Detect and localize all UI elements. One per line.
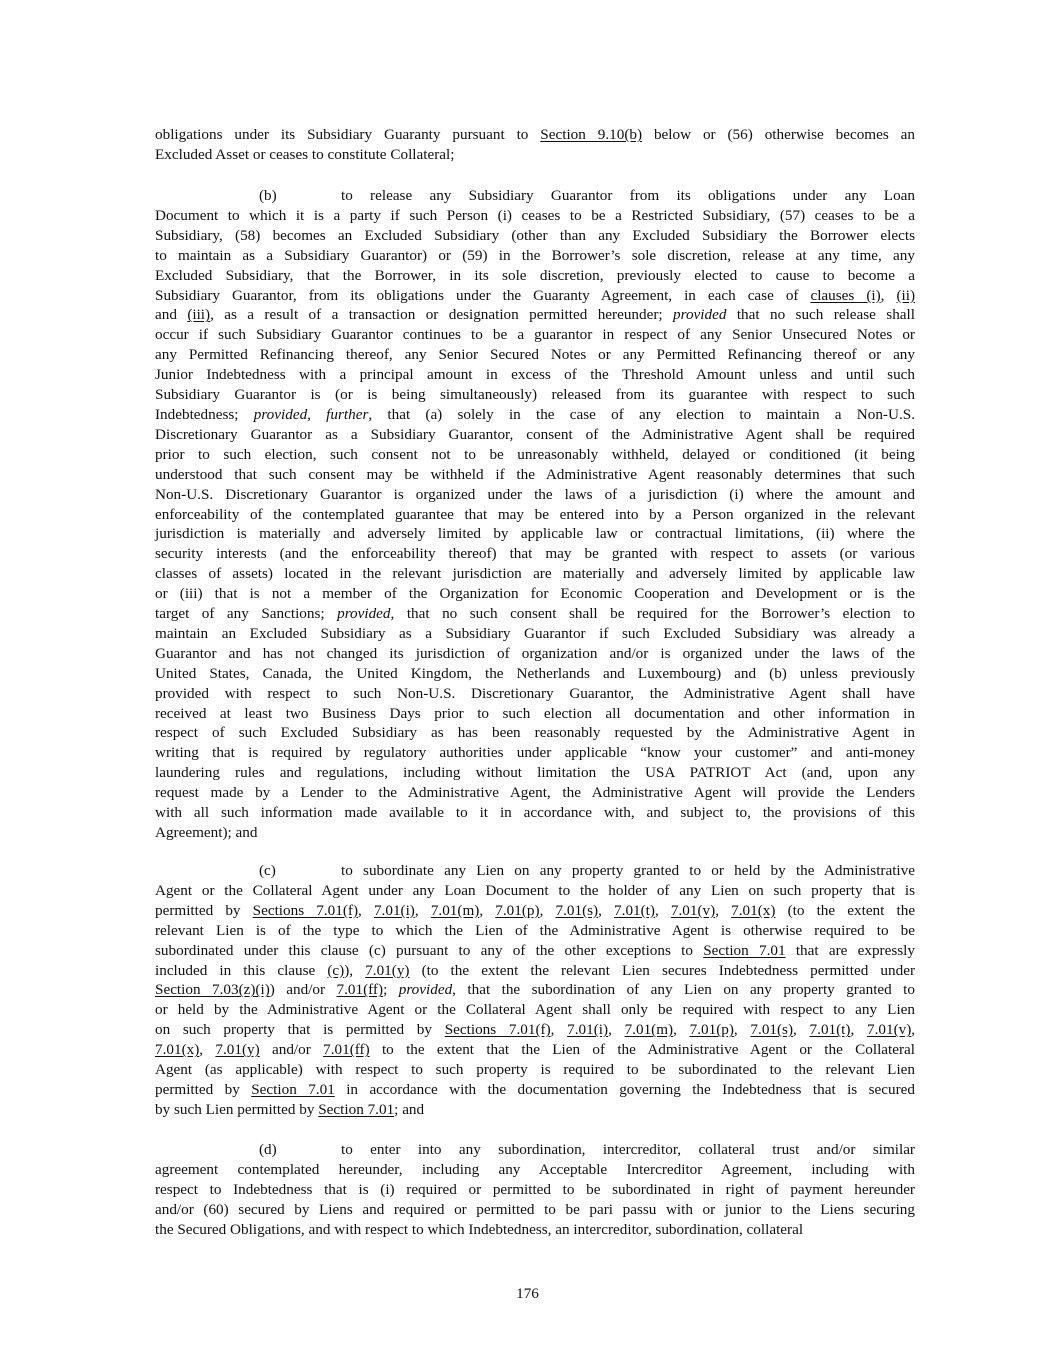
text-line (155, 823, 915, 843)
text-run: Subsidiary, (58) becomes an Excluded Subsidiary (other than any Excluded Subsidiary the Borrower elects (155, 226, 915, 244)
section-reference: 7.01(ff) (323, 1041, 370, 1059)
text-run: , (539, 901, 556, 919)
text-run: , (715, 901, 732, 919)
section-reference: 7.01(v) (866, 1021, 912, 1039)
text-run: , (550, 1021, 568, 1039)
text-run: Junior Indebtedness with a principal amount in excess of the Threshold Amount unless and until such (155, 366, 915, 384)
text-run: subordinated under this clause (c) pursuant to any of the other exceptions to (155, 941, 704, 959)
clause-label: (c) (259, 862, 276, 879)
section-reference: 7.01(s) (555, 901, 599, 919)
paragraph-clause-d (155, 1140, 915, 1240)
text-run: provided with respect to such Non-U.S. Discretionary Guarantor, the Administrative Agent shall have (155, 684, 915, 702)
text-line (155, 385, 915, 405)
text-line (155, 1080, 915, 1100)
text-run: , that (a) solely in the case of any election to maintain a Non-U.S. (368, 405, 915, 423)
section-reference: (c) (327, 961, 345, 979)
text-line (155, 1040, 915, 1060)
text-line (155, 505, 915, 525)
text-line (155, 961, 915, 981)
text-line (155, 1100, 915, 1120)
text-run: , (733, 1021, 751, 1039)
section-reference: 7.01(y) (365, 961, 410, 979)
text-line (155, 624, 915, 644)
text-run: that are expressly (785, 941, 915, 959)
text-run: or held by the Administrative Agent or the Collateral Agent shall only be required with respect to any Lien (155, 1001, 915, 1019)
page-number: 176 (516, 1285, 539, 1302)
text-run: Subsidiary Guarantor, from its obligations under the Guaranty Agreement, in each case of (155, 286, 811, 304)
section-reference: 7.01(i) (373, 901, 415, 919)
text-run: , (911, 1021, 916, 1039)
text-run: and/or (259, 1041, 324, 1059)
paragraph-clause-c (155, 861, 915, 1120)
text-run: request made by a Lender to the Administrative Agent, the Administrative Agent will provide the Lenders (155, 784, 915, 802)
text-run: to maintain as a Subsidiary Guarantor) or (59) in the Borrower’s sole discretion, release at any time, any (155, 246, 915, 264)
text-run: classes of assets) located in the relevant jurisdiction are materially and adversely limited by applicable law (155, 565, 915, 583)
text-run: by such Lien permitted by (155, 1100, 319, 1118)
text-run: and (155, 306, 188, 324)
text-line (155, 901, 915, 921)
text-run: occur if such Subsidiary Guarantor continues to be a guarantor in respect of any Senior Unsecured Notes or (155, 326, 915, 344)
text-line (155, 644, 915, 664)
text-line (155, 1140, 915, 1160)
text-run: any Permitted Refinancing thereof, any Senior Secured Notes or any Permitted Refinancing thereof or any (155, 346, 915, 364)
text-run: Excluded Asset or ceases to constitute Collateral; (155, 145, 455, 163)
text-line (155, 684, 915, 704)
text-line (155, 564, 915, 584)
text-run: , that the subordination of any Lien on any property granted to (452, 981, 915, 999)
text-run: or (iii) that is not a member of the Organization for Economic Cooperation and Development or is the (155, 585, 915, 603)
text-line (155, 1000, 915, 1020)
text-run: Indebtedness; (155, 405, 254, 423)
text-line (155, 743, 915, 763)
text-run: the Secured Obligations, and with respect to which Indebtedness, an intercreditor, subordination, collateral (155, 1220, 804, 1238)
text-run: Agent or the Collateral Agent under any Loan Document to the holder of any Lien on such property that is (155, 881, 915, 899)
section-reference: Section 7.03(z)(i) (155, 981, 270, 999)
text-line (155, 524, 915, 544)
section-reference: Section 7.01 (251, 1080, 335, 1098)
text-run: , (654, 901, 671, 919)
text-run: to the extent that the Lien of the Administrative Agent or the Collateral (369, 1041, 916, 1059)
text-line (155, 266, 915, 286)
text-run: Discretionary Guarantor as a Subsidiary Guarantor, consent of the Administrative Agent shall be required (155, 425, 915, 443)
text-run: permitted by (155, 901, 253, 919)
text-run: , (850, 1021, 867, 1039)
section-reference: Section 7.01 (318, 1100, 395, 1118)
section-reference: 7.01(p) (495, 901, 540, 919)
text-run: and/or (60) secured by Liens and required or permitted to be pari passu with or junior to the Liens securing (155, 1200, 915, 1218)
text-run: , (673, 1021, 690, 1039)
italic-term: provided, further (253, 405, 369, 423)
text-line (155, 980, 915, 1000)
text-run: , (880, 286, 897, 304)
text-line (155, 881, 915, 901)
section-reference: clauses (i) (810, 286, 881, 304)
section-reference: 7.01(t) (614, 901, 655, 919)
text-run: (to the extent the relevant Lien secures Indebtedness permitted under (409, 961, 916, 979)
text-run: writing that is required by regulatory authorities under applicable “know your customer” and anti-money (155, 744, 915, 762)
text-line (155, 206, 915, 226)
text-run: , that no such consent shall be required for the Borrower’s election to (390, 605, 915, 623)
text-run: security interests (and the enforceability thereof) that may be granted with respect to assets (or various (155, 545, 915, 563)
section-reference: 7.01(x) (155, 1041, 200, 1059)
text-line (155, 286, 915, 306)
text-run: agreement contemplated hereunder, including any Acceptable Intercreditor Agreement, including with (155, 1160, 915, 1178)
text-run: on such property that is permitted by (155, 1021, 445, 1039)
clause-label: (d) (259, 1141, 277, 1158)
text-run: jurisdiction is materially and adversely limited by applicable law or contractual limitations, (ii) where the (155, 525, 915, 543)
text-line (155, 125, 915, 145)
text-run: , as a result of a transaction or designation permitted hereunder; (210, 306, 674, 324)
text-run: Non-U.S. Discretionary Guarantor is organized under the laws of a jurisdiction (i) where the amount and (155, 485, 915, 503)
section-reference: 7.01(p) (689, 1021, 734, 1039)
text-run: Excluded Subsidiary, that the Borrower, in its sole discretion, previously elected to cause to become a (155, 266, 915, 284)
italic-term: provided (398, 981, 453, 999)
text-run: to subordinate any Lien on any property granted to or held by the Administrative (341, 862, 915, 879)
text-line (155, 861, 915, 881)
section-reference: 7.01(m) (430, 901, 480, 919)
text-run: received at least two Business Days prior to such election all documentation and other information in (155, 704, 915, 722)
text-run: below or (56) otherwise becomes an (642, 126, 916, 143)
text-run: to release any Subsidiary Guarantor from its obligations under any Loan (341, 187, 915, 204)
text-run: ; (383, 981, 399, 999)
text-line (155, 803, 915, 823)
paragraph-clause-b (155, 186, 915, 843)
text-run: relevant Lien is of the type to which the Lien of the Administrative Agent is otherwise required to be (155, 921, 915, 939)
section-reference: Sections 7.01(f) (444, 1021, 551, 1039)
text-line (155, 1020, 915, 1040)
text-run: in accordance with the documentation governing the Indebtedness that is secured (334, 1080, 916, 1098)
text-run: permitted by (155, 1080, 252, 1098)
text-run: ; and (394, 1100, 425, 1118)
text-line (155, 1060, 915, 1080)
text-run: respect of such Excluded Subsidiary as has been reasonably requested by the Administrative Agent in (155, 724, 915, 742)
text-line (155, 246, 915, 266)
section-reference: (iii) (187, 306, 211, 324)
text-line (155, 345, 915, 365)
text-run: Agent (as applicable) with respect to such property is required to be subordinated to the relevant Lien (155, 1061, 915, 1079)
text-line (155, 1180, 915, 1200)
text-run: , (358, 901, 374, 919)
section-reference: 7.01(t) (809, 1021, 851, 1039)
italic-term: provided (673, 306, 727, 324)
text-line (155, 305, 915, 325)
text-line (155, 921, 915, 941)
text-run: , (598, 901, 615, 919)
text-run: ) and/or (269, 981, 337, 999)
text-run: that no such release shall (726, 306, 915, 324)
text-run: Guarantor and has not changed its jurisdiction of organization and/or is organized under the laws of the (155, 644, 915, 662)
text-run: maintain an Excluded Subsidiary as a Subsidiary Guarantor if such Excluded Subsidiary was already a (155, 624, 915, 642)
text-run: Agreement); and (155, 824, 258, 841)
italic-term: provided (337, 605, 391, 623)
section-reference: 7.01(i) (567, 1021, 609, 1039)
text-run: obligations under its Subsidiary Guaranty pursuant to (155, 126, 541, 143)
section-reference: 7.01(s) (750, 1021, 794, 1039)
text-line (155, 425, 915, 445)
section-reference: (ii) (896, 286, 916, 304)
paragraph-continuation (155, 125, 915, 165)
section-reference: 7.01(m) (624, 1021, 674, 1039)
text-run: included in this clause (155, 961, 328, 979)
text-line (155, 704, 915, 724)
text-line (155, 604, 915, 624)
text-line (155, 226, 915, 246)
text-run: understood that such consent may be withheld if the Administrative Agent reasonably determines that such (155, 465, 915, 483)
text-line (155, 1220, 915, 1240)
text-run: ), (344, 961, 366, 979)
text-run: respect to Indebtedness that is (i) required or permitted to be subordinated in right of payment hereunder (155, 1180, 915, 1198)
text-run: with all such information made available to it in accordance with, and subject to, the provisions of this (155, 804, 915, 822)
text-run: to enter into any subordination, intercreditor, collateral trust and/or similar (341, 1141, 915, 1158)
text-run: , (414, 901, 431, 919)
text-run: target of any Sanctions; (155, 605, 338, 623)
text-line (155, 1200, 915, 1220)
section-reference: 7.01(ff) (336, 981, 384, 999)
section-reference: Sections 7.01(f) (252, 901, 359, 919)
text-run: , (479, 901, 496, 919)
text-line (155, 445, 915, 465)
text-line (155, 485, 915, 505)
text-line (155, 405, 915, 425)
text-line (155, 584, 915, 604)
section-reference: Section 9.10(b) (540, 126, 643, 143)
text-run: Subsidiary Guarantor is (or is being simultaneously) released from its guarantee with respect to such (155, 386, 915, 404)
section-reference: 7.01(x) (731, 901, 776, 919)
text-run: , (793, 1021, 810, 1039)
text-run: United States, Canada, the United Kingdom, the Netherlands and Luxembourg) and (b) unless previously (155, 664, 915, 682)
text-line (155, 941, 915, 961)
text-line (155, 544, 915, 564)
clause-label: (b) (259, 187, 277, 204)
text-line (155, 186, 915, 206)
text-line (155, 465, 915, 485)
text-run: laundering rules and regulations, including without limitation the USA PATRIOT Act (and, upon any (155, 764, 915, 782)
text-run: , (608, 1021, 625, 1039)
text-line (155, 325, 915, 345)
text-run: (to the extent the (775, 901, 916, 919)
text-line (155, 763, 915, 783)
text-line (155, 723, 915, 743)
text-run: prior to such election, such consent not to be unreasonably withheld, delayed or conditioned (it being (155, 445, 915, 463)
text-line (155, 1160, 915, 1180)
text-run: enforceability of the contemplated guarantee that may be entered into by a Person organized in the relevant (155, 505, 915, 523)
text-line (155, 145, 915, 165)
text-line (155, 365, 915, 385)
text-line (155, 783, 915, 803)
text-run: , (199, 1041, 216, 1059)
text-run: Document to which it is a party if such Person (i) ceases to be a Restricted Subsidiary, (57) ceases to be a (155, 206, 915, 224)
section-reference: Section 7.01 (703, 941, 786, 959)
section-reference: 7.01(y) (215, 1041, 260, 1059)
section-reference: 7.01(v) (670, 901, 716, 919)
text-line (155, 664, 915, 684)
